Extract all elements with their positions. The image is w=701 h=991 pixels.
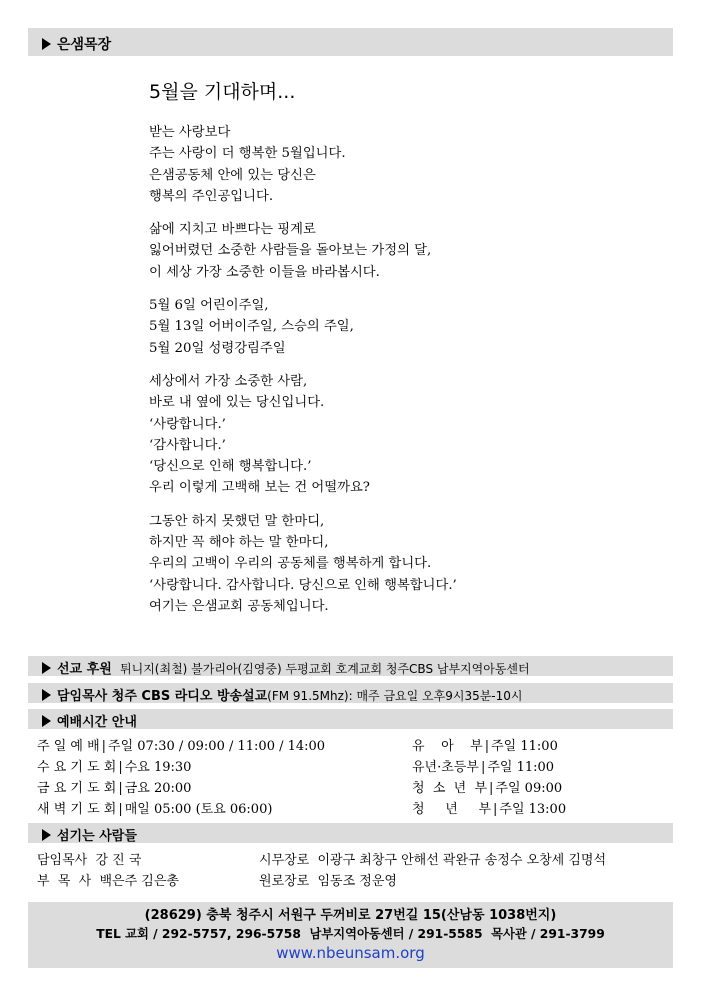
poem-line: 우리 이렇게 고백해 보는 건 어떨까요? bbox=[149, 480, 370, 496]
service-name: 유 아 부 bbox=[412, 739, 483, 754]
church-address: (28629) 충북 청주시 서원구 두꺼비로 27번길 15(산남동 1038번지) bbox=[144, 908, 557, 923]
staff-label: 섬기는 사람들 bbox=[57, 829, 137, 844]
triangle-bullet-icon bbox=[42, 38, 51, 50]
poem-stanza bbox=[149, 295, 457, 359]
service-name: 수 요 기 도 회 bbox=[37, 760, 117, 775]
staff-row: 시무장로 이광구 최창구 안해선 곽완규 송정수 오창세 김명석 bbox=[259, 853, 607, 868]
service-time: 주일 11:00 bbox=[491, 739, 558, 754]
footer-contact-box bbox=[28, 902, 673, 968]
triangle-bullet-icon bbox=[42, 715, 51, 727]
section-header-label: 은샘목장 bbox=[57, 37, 112, 53]
worship-label: 예배시간 안내 bbox=[57, 715, 137, 730]
poem-line: 5월 6일 어린이주일, bbox=[149, 298, 269, 314]
poem-line: ‘당신으로 인해 행복합니다.’ bbox=[149, 459, 312, 475]
schedule-row: 청 소 년 부 | 주일 09:00 bbox=[412, 781, 563, 796]
church-website-link[interactable]: www.nbeunsam.org bbox=[276, 944, 425, 962]
poem-line: 5월 13일 어버이주일, 스승의 주일, bbox=[149, 319, 354, 335]
poem-line: 바로 내 옆에 있는 당신입니다. bbox=[149, 395, 325, 411]
worship-times-bar bbox=[28, 709, 673, 729]
schedule-row: 유 아 부 | 주일 11:00 bbox=[412, 739, 558, 754]
service-time: 금요 20:00 bbox=[124, 781, 192, 796]
service-time: 주일 07:30 / 09:00 / 11:00 / 14:00 bbox=[108, 739, 326, 754]
staff-list-right bbox=[259, 850, 606, 892]
church-phone-numbers: TEL 교회 / 292-5757, 296-5758 남부지역아동센터 / 291-5585 목사관 / 291-3799 bbox=[96, 927, 605, 941]
poem-body bbox=[149, 122, 457, 617]
poem-line: 세상에서 가장 소중한 사람, bbox=[149, 373, 308, 389]
poem-line: 이 세상 가장 소중한 이들을 바라봅시다. bbox=[149, 264, 380, 280]
radio-text: (FM 91.5Mhz): 매주 금요일 오후9시35분-10시 bbox=[267, 689, 523, 703]
mission-text: 튀니지(최철) 불가리아(김영중) 두평교회 호계교회 청주CBS 남부지역아동센터 bbox=[120, 662, 530, 676]
poem-line: 받는 사랑보다 bbox=[149, 125, 231, 140]
schedule-row: 청 년 부 | 주일 13:00 bbox=[412, 802, 567, 817]
schedule-row: 금 요 기 도 회 | 금요 20:00 bbox=[37, 781, 192, 796]
service-name: 청 년 부 bbox=[412, 802, 491, 817]
schedule-row: 유년·초등부 | 주일 11:00 bbox=[412, 760, 555, 775]
poem-stanza bbox=[149, 122, 457, 207]
section-header bbox=[42, 34, 111, 54]
staff-list-left bbox=[37, 850, 179, 892]
poem-line: 여기는 은샘교회 공동체입니다. bbox=[149, 598, 329, 614]
worship-schedule-left bbox=[37, 736, 325, 820]
poem-line: 삶에 지치고 바쁘다는 핑계로 bbox=[149, 222, 316, 238]
service-time: 주일 09:00 bbox=[495, 781, 563, 796]
poem-line: 5월 20일 성령강림주일 bbox=[149, 340, 286, 356]
poem-line: 행복의 주인공입니다. bbox=[149, 188, 274, 204]
mission-support-bar bbox=[28, 656, 673, 676]
poem-line: 그동안 하지 못했던 말 한마디, bbox=[149, 513, 325, 529]
staff-row: 담임목사 강 진 국 bbox=[37, 853, 142, 868]
triangle-bullet-icon bbox=[42, 689, 51, 701]
service-time: 수요 19:30 bbox=[124, 760, 192, 775]
poem-line: 은샘공동체 안에 있는 당신은 bbox=[149, 167, 316, 183]
poem-line: 잃어버렸던 소중한 사람들을 돌아보는 가정의 달, bbox=[149, 243, 432, 259]
poem-line: 주는 사랑이 더 행복한 5월입니다. bbox=[149, 146, 346, 162]
poem-line: ‘감사합니다.’ bbox=[149, 437, 226, 453]
schedule-row: 주 일 예 배 | 주일 07:30 / 09:00 / 11:00 / 14:00 bbox=[37, 739, 326, 754]
section-header-bar bbox=[28, 28, 673, 56]
poem-line: ‘사랑합니다. 감사합니다. 당신으로 인해 행복합니다.’ bbox=[149, 577, 457, 593]
poem-stanza bbox=[149, 219, 457, 283]
staff-row: 원로장로 임동조 정운영 bbox=[259, 874, 397, 889]
radio-label: 담임목사 청주 CBS 라디오 방송설교 bbox=[57, 689, 268, 704]
worship-schedule-right bbox=[412, 736, 566, 820]
staff-bar bbox=[28, 823, 673, 843]
staff-row: 부 목 사 백은주 김은총 bbox=[37, 874, 179, 889]
schedule-row: 새 벽 기 도 회 | 매일 05:00 (토요 06:00) bbox=[37, 802, 273, 817]
mission-label: 선교 후원 bbox=[57, 662, 112, 677]
triangle-bullet-icon bbox=[42, 829, 51, 841]
radio-sermon-bar bbox=[28, 683, 673, 703]
poem-line: ‘사랑합니다.’ bbox=[149, 416, 226, 432]
poem-line: 하지만 꼭 해야 하는 말 한마디, bbox=[149, 535, 329, 551]
poem-line: 우리의 고백이 우리의 공동체를 행복하게 합니다. bbox=[149, 556, 432, 572]
poem-stanza bbox=[149, 511, 457, 617]
service-name: 주 일 예 배 bbox=[37, 739, 100, 754]
service-time: 매일 05:00 (토요 06:00) bbox=[124, 802, 273, 817]
poem-title: 5월을 기대하며... bbox=[149, 81, 296, 103]
triangle-bullet-icon bbox=[42, 662, 51, 674]
service-time: 주일 11:00 bbox=[487, 760, 555, 775]
schedule-row: 수 요 기 도 회 | 수요 19:30 bbox=[37, 760, 192, 775]
service-name: 새 벽 기 도 회 bbox=[37, 802, 117, 817]
service-name: 금 요 기 도 회 bbox=[37, 781, 117, 796]
poem-stanza bbox=[149, 371, 457, 499]
service-name: 청 소 년 부 bbox=[412, 781, 488, 796]
service-name: 유년·초등부 bbox=[412, 760, 479, 775]
service-time: 주일 13:00 bbox=[499, 802, 567, 817]
